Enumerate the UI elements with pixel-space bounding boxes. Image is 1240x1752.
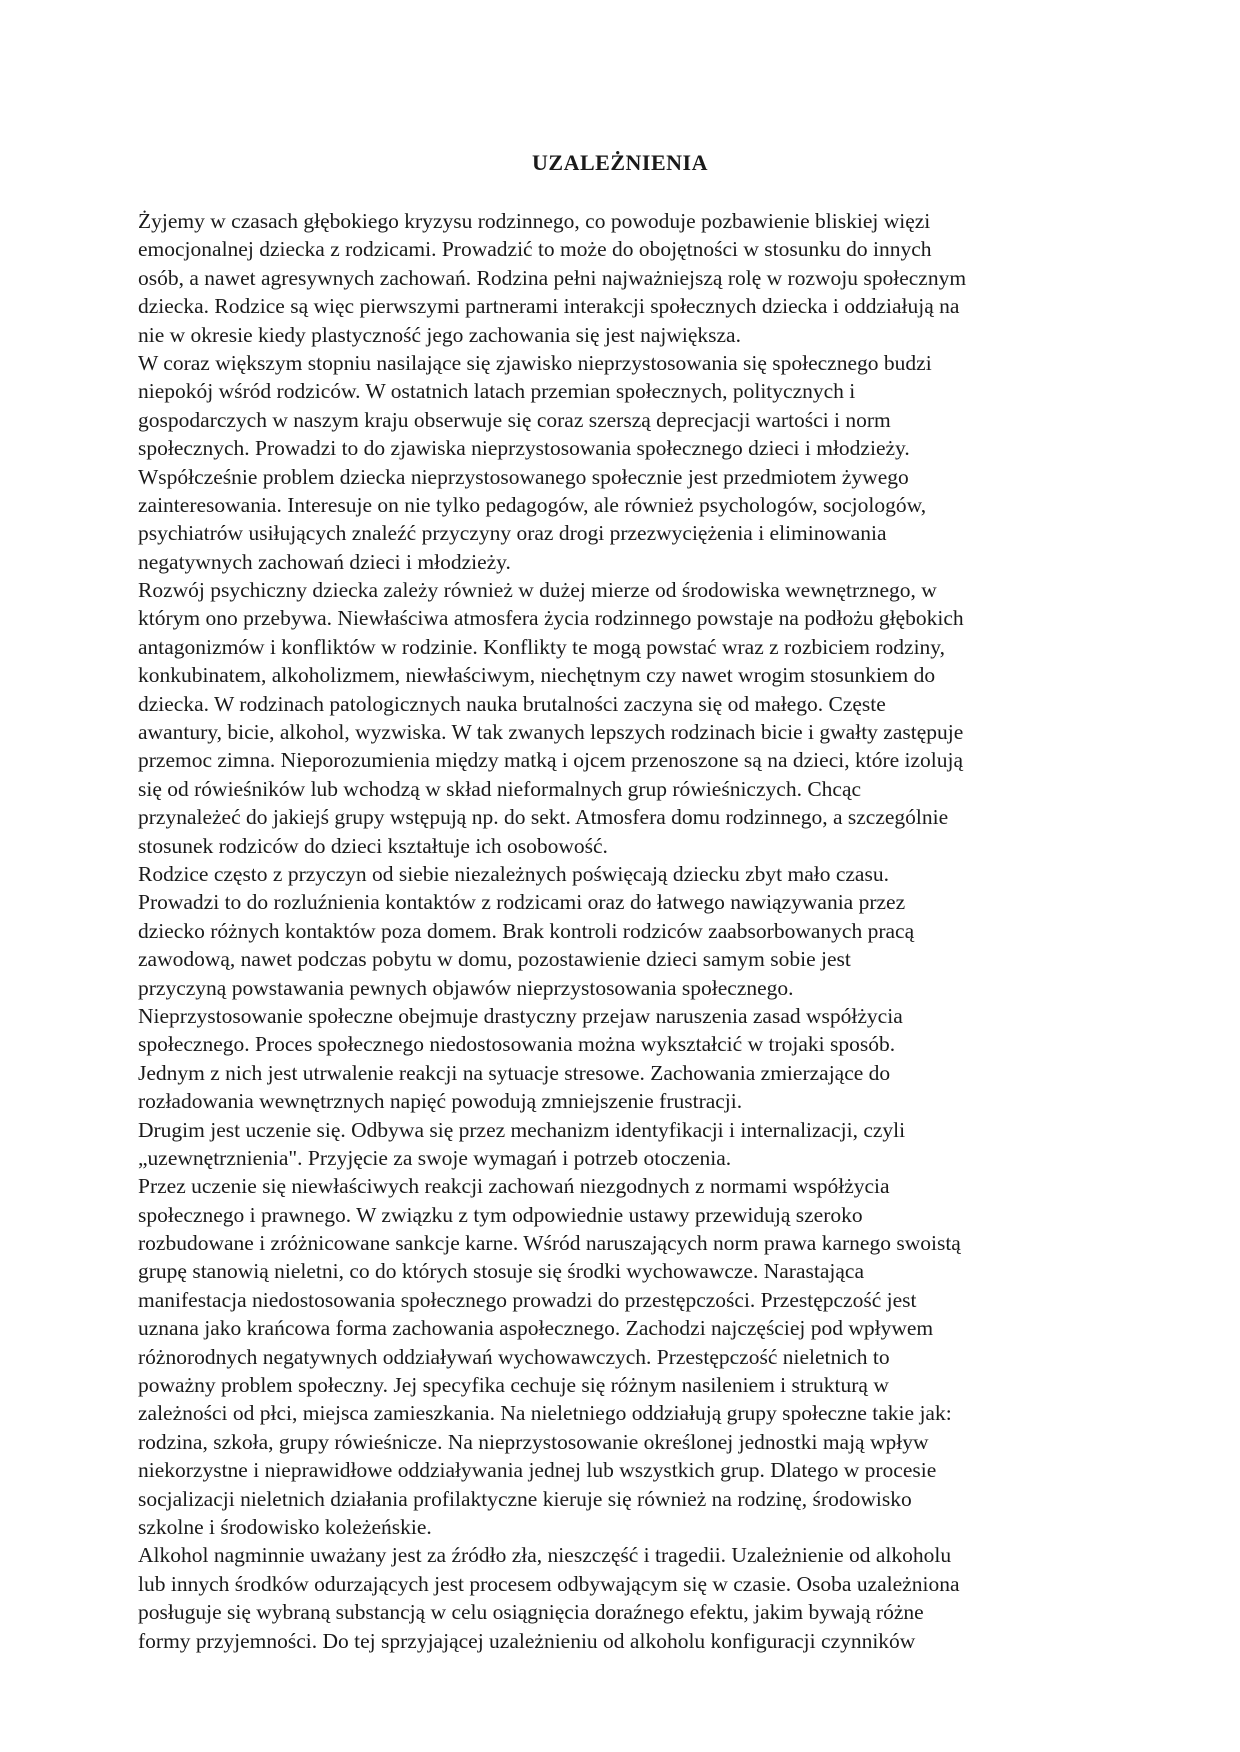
text-line: Alkohol nagminnie uważany jest za źródło zła, nieszczęść i tragedii. Uzależnienie od alkoholu	[138, 1543, 952, 1568]
text-line: socjalizacji nieletnich działania profilaktyczne kieruje się również na rodzinę, środowisko	[138, 1486, 912, 1511]
text-line: przyczyną powstawania pewnych objawów nieprzystosowania społecznego.	[138, 975, 794, 1000]
text-line: zainteresowania. Interesuje on nie tylko pedagogów, ale również psychologów, socjologów,	[138, 492, 927, 517]
text-line: formy przyjemności. Do tej sprzyjającej uzależnieniu od alkoholu konfiguracji czynników	[138, 1628, 916, 1653]
text-line: rozbudowane i zróżnicowane sankcje karne. Wśród naruszających norm prawa karnego swoistą	[138, 1231, 961, 1256]
text-line: Prowadzi to do rozluźnienia kontaktów z rodzicami oraz do łatwego nawiązywania przez	[138, 890, 906, 915]
text-line: awantury, bicie, alkohol, wyzwiska. W tak zwanych lepszych rodzinach bicie i gwałty zastępuje	[138, 720, 964, 745]
text-line: negatywnych zachowań dzieci i młodzieży.	[138, 549, 511, 574]
text-line: zależności od płci, miejsca zamieszkania. Na nieletniego oddziałują grupy społeczne takie jak:	[138, 1401, 952, 1426]
text-line: rozładowania wewnętrznych napięć powodują zmniejszenie frustracji.	[138, 1089, 743, 1114]
text-line: się od rówieśników lub wchodzą w skład nieformalnych grup rówieśniczych. Chcąc	[138, 776, 862, 801]
text-line: gospodarczych w naszym kraju obserwuje się coraz szerszą deprecjacji wartości i norm	[138, 407, 891, 432]
text-line: społecznego. Proces społecznego niedostosowania można wykształcić w trojaki sposób.	[138, 1032, 896, 1057]
text-line: manifestacja niedostosowania społecznego prowadzi do przestępczości. Przestępczość jest	[138, 1287, 917, 1312]
text-line: przemoc zimna. Nieporozumienia między matką i ojcem przenoszone są na dzieci, które izolują	[138, 748, 964, 773]
text-line: grupę stanowią nieletni, co do których stosuje się środki wychowawcze. Narastająca	[138, 1259, 864, 1284]
text-line: uznana jako krańcowa forma zachowania aspołecznego. Zachodzi najczęściej pod wpływem	[138, 1316, 934, 1341]
text-line: konkubinatem, alkoholizmem, niewłaściwym, niechętnym czy nawet wrogim stosunkiem do	[138, 663, 936, 688]
text-line: którym ono przebywa. Niewłaściwa atmosfera życia rodzinnego powstaje na podłożu głębokich	[138, 606, 964, 631]
text-line: rodzina, szkoła, grupy rówieśnicze. Na nieprzystosowanie określonej jednostki mają wpływ	[138, 1429, 929, 1454]
text-line: dziecka. Rodzice są więc pierwszymi partnerami interakcji społecznych dziecka i oddziałują na	[138, 294, 960, 319]
text-line: posługuje się wybraną substancją w celu osiągnięcia doraźnego efektu, jakim bywają różne	[138, 1600, 924, 1625]
text-line: Rozwój psychiczny dziecka zależy również w dużej mierze od środowiska wewnętrznego, w	[138, 578, 937, 603]
text-line: Rodzice często z przyczyn od siebie niezależnych poświęcają dziecku zbyt mało czasu.	[138, 861, 889, 886]
text-line: Jednym z nich jest utrwalenie reakcji na sytuacje stresowe. Zachowania zmierzające do	[138, 1060, 891, 1085]
document-body	[138, 207, 1078, 1655]
text-line: psychiatrów usiłujących znaleźć przyczyny oraz drogi przezwyciężenia i eliminowania	[138, 521, 887, 546]
text-line: niepokój wśród rodziców. W ostatnich latach przemian społecznych, politycznych i	[138, 379, 856, 404]
text-line: dziecka. W rodzinach patologicznych nauka brutalności zaczyna się od małego. Częste	[138, 691, 886, 716]
text-line: przynależeć do jakiejś grupy wstępują np. do sekt. Atmosfera domu rodzinnego, a szczególnie	[138, 805, 949, 830]
text-line: niekorzystne i nieprawidłowe oddziaływania jednej lub wszystkich grup. Dlatego w procesie	[138, 1458, 937, 1483]
text-line: zawodową, nawet podczas pobytu w domu, pozostawienie dzieci samym sobie jest	[138, 947, 851, 972]
text-line: Nieprzystosowanie społeczne obejmuje drastyczny przejaw naruszenia zasad współżycia	[138, 1003, 903, 1028]
text-line: społecznego i prawnego. W związku z tym odpowiednie ustawy przewidują szeroko	[138, 1202, 863, 1227]
text-line: nie w okresie kiedy plastyczność jego zachowania się jest największa.	[138, 322, 741, 347]
text-line: Współcześnie problem dziecka nieprzystosowanego społecznie jest przedmiotem żywego	[138, 464, 909, 489]
document-title: UZALEŻNIENIA	[532, 150, 708, 175]
text-line: stosunek rodziców do dzieci kształtuje ich osobowość.	[138, 833, 608, 858]
text-line: „uzewnętrznienia". Przyjęcie za swoje wymagań i potrzeb otoczenia.	[138, 1145, 732, 1170]
text-line: osób, a nawet agresywnych zachowań. Rodzina pełni najważniejszą rolę w rozwoju społecznym	[138, 265, 967, 290]
text-line: różnorodnych negatywnych oddziaływań wychowawczych. Przestępczość nieletnich to	[138, 1344, 890, 1369]
text-line: lub innych środków odurzających jest procesem odbywającym się w czasie. Osoba uzależniona	[138, 1571, 960, 1596]
text-line: emocjonalnej dziecka z rodzicami. Prowadzić to może do obojętności w stosunku do innych	[138, 237, 932, 262]
text-line: Drugim jest uczenie się. Odbywa się przez mechanizm identyfikacji i internalizacji, czyli	[138, 1117, 906, 1142]
text-line: poważny problem społeczny. Jej specyfika cechuje się różnym nasileniem i strukturą w	[138, 1373, 889, 1398]
text-line: W coraz większym stopniu nasilające się zjawisko nieprzystosowania się społecznego budzi	[138, 350, 932, 375]
text-line: antagonizmów i konfliktów w rodzinie. Konflikty te mogą powstać wraz z rozbiciem rodziny,	[138, 634, 946, 659]
text-line: dziecko różnych kontaktów poza domem. Brak kontroli rodziców zaabsorbowanych pracą	[138, 918, 915, 943]
text-line: Żyjemy w czasach głębokiego kryzysu rodzinnego, co powoduje pozbawienie bliskiej więzi	[138, 209, 931, 233]
text-line: szkolne i środowisko koleżeńskie.	[138, 1514, 432, 1539]
text-line: społecznych. Prowadzi to do zjawiska nieprzystosowania społecznego dzieci i młodzieży.	[138, 436, 910, 461]
text-line: Przez uczenie się niewłaściwych reakcji zachowań niezgodnych z normami współżycia	[138, 1174, 890, 1199]
